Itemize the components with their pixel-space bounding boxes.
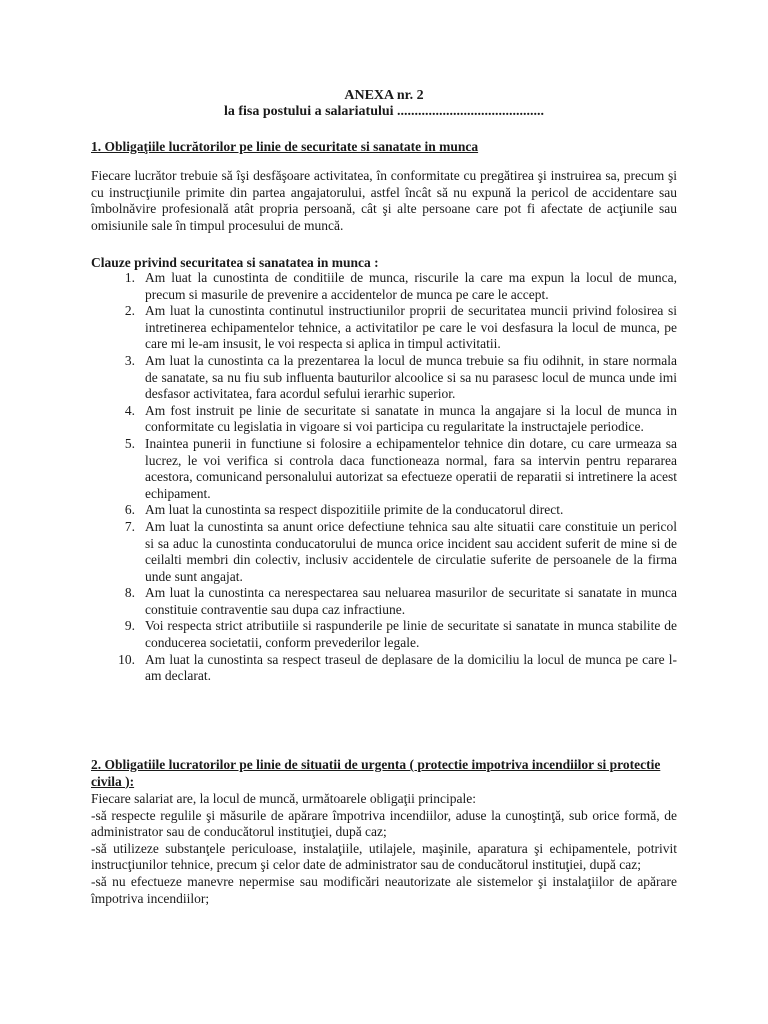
list-item-text: Am luat la cunostinta de conditiile de munca, riscurile la care ma expun la locul de munca, precum si masurile de prevenire a accidentelor de munca pe care le accept. — [145, 270, 677, 302]
list-item — [91, 585, 677, 618]
section-2-line: -să utilizeze substanţele periculoase, instalaţiile, utilajele, maşinile, aparatura şi echipamentele, potrivit instrucţiunilor tehnice, precum şi celor date de administrator sau de conducătorul instituţiei, după caz; — [91, 840, 677, 873]
list-item — [91, 652, 677, 685]
section-1-heading: 1. Obligaţiile lucrătorilor pe linie de securitate si sanatate in munca — [91, 139, 479, 154]
list-item-text: Am luat la cunostinta continutul instructiunilor proprii de securitatea muncii privind folosirea si intretinerea echipamentelor tehnice, a activitatilor pe care le voi desfasura la locul de munca, pe care mi le-am insusit, le voi respecta si aplica in timpul activitatii. — [145, 303, 677, 352]
section-2-line: -să nu efectueze manevre nepermise sau modificări neautorizate ale sistemelor şi instalaţiilor de apărare împotriva incendiilor; — [91, 873, 677, 906]
list-item-number: 9. — [124, 618, 135, 634]
list-item-text: Am luat la cunostinta sa anunt orice defectiune tehnica sau alte situatii care constituie un pericol si sa aduc la cunostinta conducatorului de munca orice incident sau accident suferit de mine si de ceilalti membri din colectiv, inclusiv accidentele de circulatie suferite de persoanele de la firma unde sunt angajat. — [145, 518, 677, 584]
list-item-text: Am fost instruit pe linie de securitate si sanatate in munca la angajare si la locul de munca in conformitate cu legislatia in vigoare si voi participa cu regularitate la instructajele periodice. — [145, 402, 677, 435]
section-1-paragraph: Fiecare lucrător trebuie să îşi desfăşoare activitatea, în conformitate cu pregătirea şi instruirea sa, precum şi cu instrucţiunile primite din partea angajatorului, astfel încât să nu expună la pericol de accidentare sau îmbolnăvire profesională atât propria persoană, cât şi alte persoane care pot fi afectate de acţiunile sau omisiunile sale în timpul procesului de muncă. — [91, 168, 677, 233]
list-item-number: 7. — [124, 518, 135, 534]
section-2-body — [91, 791, 677, 907]
list-item — [91, 403, 677, 436]
list-item — [91, 303, 677, 353]
list-item-number: 3. — [124, 352, 135, 368]
annex-title: ANEXA nr. 2 — [344, 88, 424, 103]
list-item-text: Voi respecta strict atributiile si raspunderile pe linie de securitate si sanatate in munca stabilite de conducerea societatii, conform prevederilor legale. — [145, 618, 677, 651]
list-item-number: 10. — [118, 651, 135, 667]
list-item — [91, 519, 677, 585]
section-2-heading: 2. Obligatiile lucratorilor pe linie de situatii de urgenta ( protectie impotriva incendiilor si protectie civila ): — [91, 757, 661, 789]
clauze-heading: Clauze privind securitatea si sanatatea in munca : — [91, 255, 379, 270]
section-2-line: Fiecare salariat are, la locul de muncă, următoarele obligaţii principale: — [91, 791, 476, 806]
list-item-text: Am luat la cunostinta sa respect dispozitiile primite de la conducatorul direct. — [145, 502, 564, 518]
list-item-text: Am luat la cunostinta sa respect traseul de deplasare de la domiciliu la locul de munca pe care l-am declarat. — [145, 651, 677, 684]
list-item — [91, 270, 677, 303]
section-2-line: -să respecte regulile şi măsurile de apărare împotriva incendiilor, aduse la cunoştinţă, sub orice formă, de administrator sau de conducătorul instituţiei, după caz; — [91, 807, 677, 840]
list-item-number: 8. — [124, 585, 135, 601]
list-item — [91, 436, 677, 502]
list-item — [91, 353, 677, 403]
list-item — [91, 618, 677, 651]
list-item — [91, 502, 677, 519]
list-item-number: 5. — [124, 435, 135, 451]
list-item-number: 6. — [124, 502, 135, 518]
list-item-number: 2. — [124, 303, 135, 319]
list-item-number: 4. — [124, 402, 135, 418]
annex-subtitle: la fisa postului a salariatului .......................................... — [223, 104, 545, 119]
list-item-text: Am luat la cunostinta ca nerespectarea sau neluarea masurilor de securitate si sanatate in munca constituie contraventie sau dupa caz infractiune. — [145, 585, 677, 617]
list-item-text: Inaintea punerii in functiune si folosire a echipamentelor tehnice din dotare, cu care urmeaza sa lucrez, le voi verifica si controla daca functioneaza normal, fara sa intervin pentru repararea acestora, comunicand personalului autorizat sa efectueze operatii de reparatii si intretinere la acest echipament. — [145, 435, 677, 501]
list-item-number: 1. — [124, 270, 135, 285]
clauze-list — [91, 270, 677, 685]
list-item-text: Am luat la cunostinta ca la prezentarea la locul de munca trebuie sa fiu odihnit, in stare normala de sanatate, sa nu fiu sub influenta bauturilor alcoolice si sa nu parasesc locul de munca unde imi desfasor activitatea, fara acordul sefului ierarhic superior. — [145, 352, 677, 402]
